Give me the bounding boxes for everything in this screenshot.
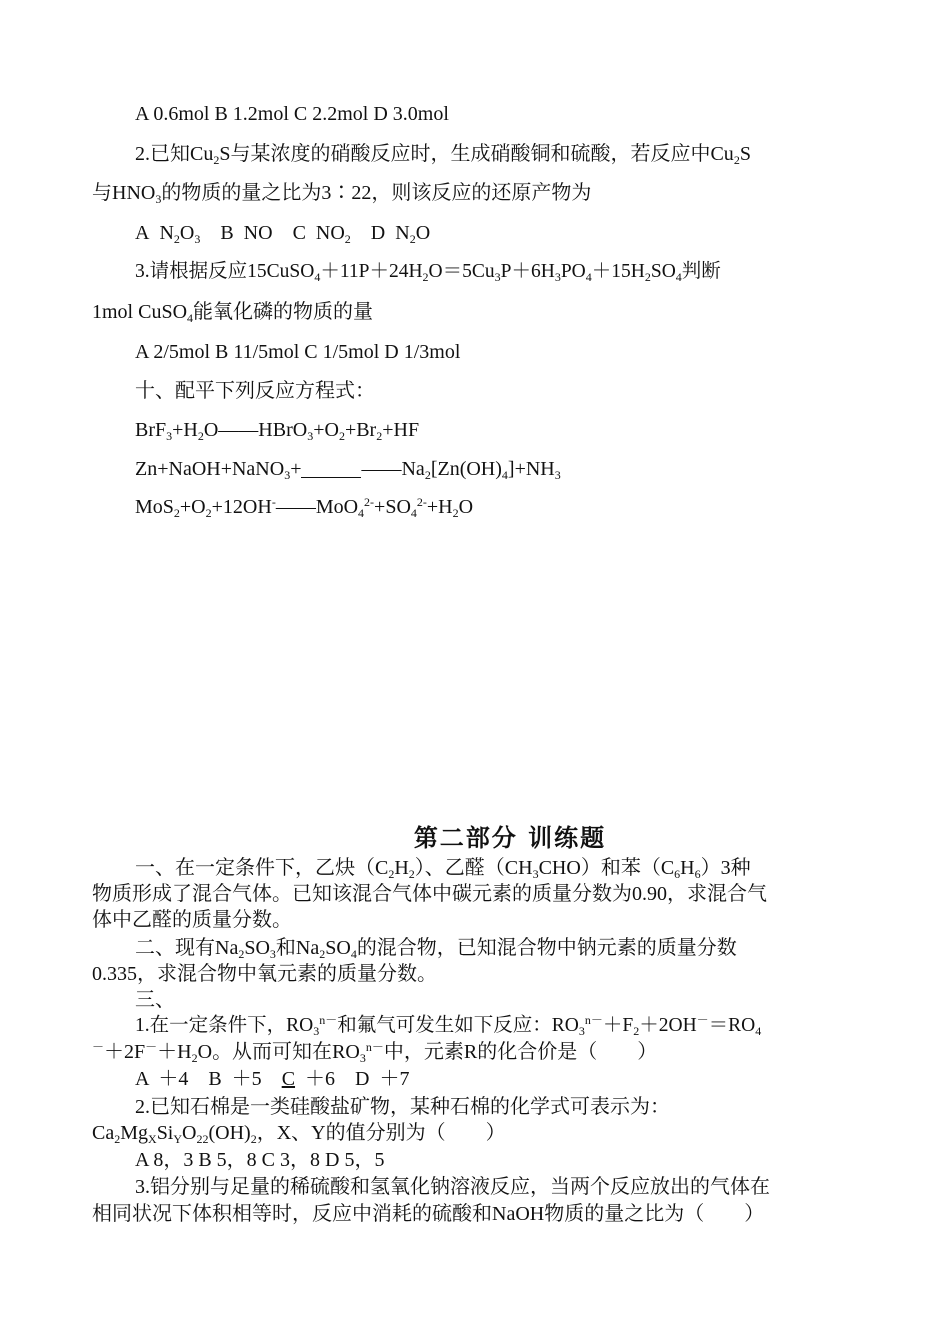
s3-q2-text-b: ，X、Y的值分别为（ ） (256, 1122, 506, 1144)
equation-1: $BrF_3+H_2O——HBrO_3+O_2+Br_2+HF$ (135, 419, 420, 443)
s1-line1: 一、在一定条件下，乙炔$(C_2H_2)$、乙醛$(CH_3CHO)$和苯$(C_6H_6)3$种 (135, 857, 751, 881)
equation-2: Zn+NaOH+NaNO$_3$+ $——Na_2[Zn(OH)_4]+NH_3$ (135, 458, 561, 482)
s3-q2-options: A 8，3 B 5，8 C 3，8 D 5，5 (135, 1149, 385, 1171)
q3-line1: 3.请根据反应$15CuSO_4+11P+24H_2O=5Cu_3P+6H_3PO_4+15H_2SO_4$判断 (135, 261, 721, 284)
s1-text-d: ）3种 (700, 857, 751, 879)
q2-options: A $N_2O_3$ B NO C $NO_2$ D $N_2O$ (135, 222, 431, 246)
s3-q2-line2: $Ca_2Mg_XSi_YO_{22}(OH)_2$，X、Y的值分别为（ ） (92, 1122, 506, 1146)
s3-q2-line1: 2.已知石棉是一类硅酸盐矿物，某种石棉的化学式可表示为： (135, 1096, 670, 1118)
s2-line2: 0.335，求混合物中氧元素的质量分数。 (92, 963, 437, 985)
s3-q1-opt-rest: ＋6 D ＋7 (295, 1068, 410, 1090)
s2-text-c: 的混合物，已知混合物中钠元素的质量分数 (356, 937, 737, 959)
q3-options: A 2/5mol B 11/5mol C 1/5mol D 1/3mol (135, 341, 461, 363)
answer-blank[interactable] (301, 459, 361, 478)
s2-text-a: 二、现有 (135, 937, 215, 959)
s1-line3: 体中乙醛的质量分数。 (92, 909, 292, 931)
s3-q1-text-a: 1.在一定条件下， (135, 1015, 287, 1036)
equation-3: $MoS_2+O_2+12OH^-——MoO_4^{2-}+SO_4^{2-}+H_2O$ (135, 495, 474, 520)
s3-q3-line2: 相同状况下体积相等时，反应中消耗的硫酸和NaOH物质的量之比为（ ） (92, 1203, 765, 1225)
s2-text-b: 和 (275, 937, 296, 959)
s2-line1: 二、现有$Na_2SO_3$和$Na_2SO_4$的混合物，已知混合物中钠元素的质量分数 (135, 937, 737, 961)
q2-text-c: 与 (92, 182, 112, 204)
s3-q1-text-b: 和氟气可发生如下反应： (337, 1015, 552, 1036)
q1-options: A 0.6mol B 1.2mol C 2.2mol D 3.0mol (135, 103, 449, 125)
q2-text-d: 的物质的量之比为3∶22，则该反应的还原产物为 (161, 182, 592, 204)
s3-q1-options (135, 1067, 409, 1091)
q2-text-b: 与某浓度的硝酸反应时，生成硝酸铜和硫酸，若反应中 (230, 143, 711, 165)
s3-q1-text-d: 中，元素R的化合价是（ ） (383, 1041, 658, 1063)
s3-q3-line1: 3.铝分别与足量的稀硫酸和氢氧化钠溶液反应，当两个反应放出的气体在 (135, 1176, 770, 1198)
q2-line2: 与$HNO_3$的物质的量之比为3∶22，则该反应的还原产物为 (92, 182, 592, 206)
q3-line2: 1mol CuSO$_4$能氧化磷的物质的量 (92, 301, 374, 325)
section-10-heading: 十、配平下列反应方程式： (135, 380, 375, 402)
s3-q1-opt-ab: A ＋4 B ＋5 (135, 1068, 282, 1090)
q2-text-a: 2.已知 (135, 143, 190, 165)
q3-text-c: 能氧化磷的物质的量 (193, 301, 374, 323)
s3-heading: 三、 (135, 989, 175, 1011)
q3-text-a: 3.请根据反应 (135, 261, 248, 282)
s3-q1-opt-c-marked: C (281, 1068, 296, 1090)
s1-text-c: ）和苯（ (580, 857, 661, 879)
q2-line1: 2.已知$Cu_2S$与某浓度的硝酸反应时，生成硝酸铜和硫酸，若反应中$Cu_2S$ (135, 143, 751, 167)
s3-q1-text-c: 。从而可知在 (212, 1041, 333, 1063)
q3-text-b: 判断 (681, 261, 721, 282)
s1-text-b: ）、乙醛（ (414, 857, 505, 879)
s3-q1-line2: $^-+2F^-+H_2O$。从而可知在$RO_3^{n-}$中，元素R的化合价是（ ） (92, 1040, 658, 1065)
s1-text-a: 一、在一定条件下，乙炔（ (135, 857, 375, 879)
s3-q1-line1: 1.在一定条件下，$RO_3^{n-}$和氟气可发生如下反应：$RO_3^{n-}+F_2+2OH^-=RO_4$ (135, 1013, 762, 1038)
part2-title: 第二部分 训练题 (413, 824, 607, 852)
s1-line2: 物质形成了混合气体。已知该混合气体中碳元素的质量分数为0.90，求混合气 (92, 883, 767, 905)
